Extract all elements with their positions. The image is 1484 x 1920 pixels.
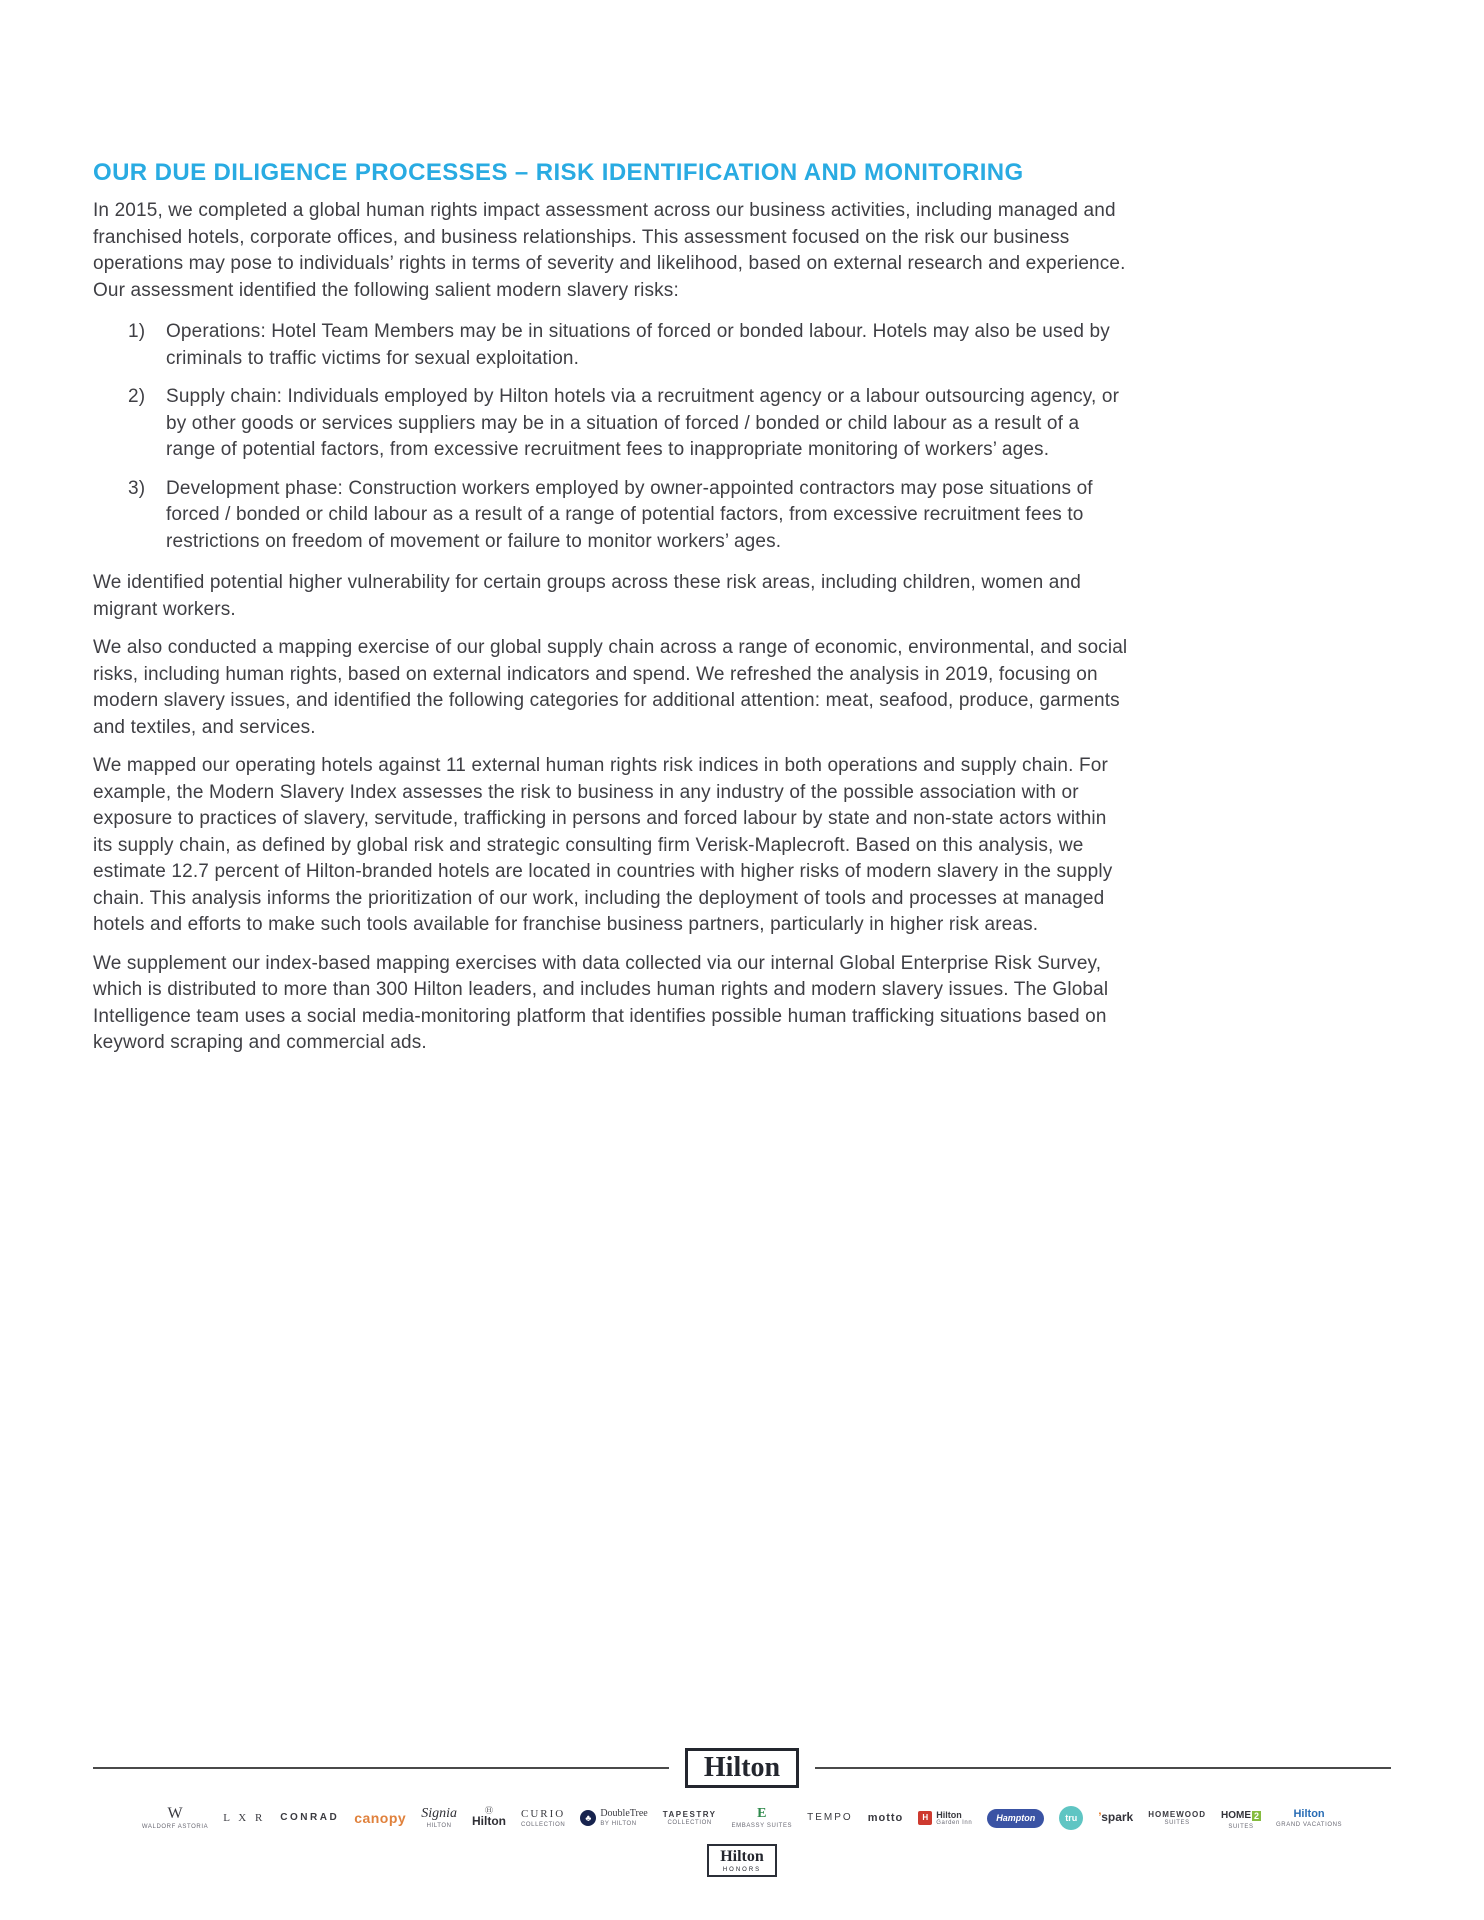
- tru-circle-icon: tru: [1059, 1806, 1083, 1830]
- curio-sub-wordmark: COLLECTION: [520, 1821, 566, 1828]
- hgv-sub-wordmark: GRAND VACATIONS: [1276, 1821, 1343, 1828]
- brand-logo-canopy: [354, 1810, 406, 1826]
- brand-logo-hilton-grand-vacations: [1276, 1808, 1342, 1829]
- hilton-crest-icon: Ⓗ: [484, 1806, 493, 1816]
- doubletree-tree-icon: ♣: [580, 1810, 596, 1826]
- list-marker: 2): [128, 386, 146, 407]
- footer: [93, 1748, 1391, 1877]
- brand-logo-waldorf-astoria: [142, 1805, 208, 1831]
- brand-logo-motto: [868, 1812, 904, 1825]
- risk-list-item-3: [93, 476, 1131, 556]
- brand-logo-doubletree: [580, 1808, 647, 1827]
- brand-logo-spark: [1098, 1811, 1133, 1825]
- tapestry-sub-wordmark: COLLECTION: [667, 1819, 712, 1826]
- canopy-wordmark: canopy: [354, 1810, 407, 1827]
- doubletree-wordmark: DoubleTree: [600, 1808, 648, 1820]
- list-item-text: Development phase: Construction workers employed by owner-appointed contractors may pose situations of forced / bonded or child labour as a result of a range of potential factors, from excessive recruitment fees to restrictions on freedom of movement or failure to monitor workers’ ages.: [166, 477, 1093, 552]
- lxr-wordmark: L X R: [223, 1811, 266, 1824]
- homewood-wordmark: HOMEWOOD: [1148, 1809, 1206, 1819]
- conrad-wordmark: CONRAD: [280, 1812, 340, 1824]
- brand-logo-hilton-hotels: [472, 1807, 506, 1829]
- hilton-garden-inn-icon: H: [918, 1811, 932, 1825]
- list-item-text: Supply chain: Individuals employed by Hilton hotels via a recruitment agency or a labour outsourcing agency, or by other goods or services suppliers may be in a situation of forced / bonded or child labour as a result of a range of potential factors, from excessive recruitment fees to inappropriate monitoring of workers’ ages.: [166, 386, 1120, 460]
- list-item-text: Operations: Hotel Team Members may be in situations of forced or bonded labour. Hotels may also be used by criminals to traffic victims for sexual exploitation.: [166, 321, 1110, 369]
- hilton-wordmark: Hilton: [471, 1814, 506, 1829]
- brand-logo-hilton-garden-inn: [918, 1810, 972, 1827]
- body-paragraph-2: We also conducted a mapping exercise of our global supply chain across a range of economic, environmental, and social risks, including human rights, based on external indicators and spend. We refreshed the analysis in 2019, focusing on modern slavery issues, and identified the following categories for additional attention: meat, seafood, produce, garments and textiles, and services.: [93, 637, 1128, 738]
- curio-wordmark: CURIO: [521, 1807, 566, 1820]
- brand-logo-conrad: [280, 1812, 339, 1824]
- hgi-sub-wordmark: Garden Inn: [936, 1819, 973, 1826]
- signia-wordmark: Signia: [421, 1806, 457, 1822]
- honors-wordmark: Hilton: [720, 1848, 764, 1866]
- embassy-e-icon: E: [757, 1806, 767, 1822]
- brand-logo-homewood-suites: [1148, 1810, 1206, 1827]
- doubletree-sub-wordmark: BY HILTON: [600, 1820, 637, 1827]
- risk-list-item-2: [93, 384, 1131, 464]
- hampton-wordmark: Hampton: [987, 1809, 1044, 1827]
- divider-line-left: [93, 1767, 669, 1769]
- hgi-wordmark: Hilton: [936, 1809, 962, 1820]
- spark-accent-icon: ’: [1098, 1810, 1102, 1825]
- body-paragraph-4: We supplement our index-based mapping exercises with data collected via our internal Global Enterprise Risk Survey, which is distributed to more than 300 Hilton leaders, and includes human rights and modern slavery issues. The Global Intelligence team uses a social media-monitoring platform that identifies possible human trafficking situations based on keyword scraping and commercial ads.: [93, 952, 1109, 1053]
- brand-logo-lxr: [223, 1812, 265, 1825]
- brand-logo-hampton: [987, 1808, 1044, 1827]
- body-paragraph-1: We identified potential higher vulnerability for certain groups across these risk areas, including children, women and migrant workers.: [93, 572, 1081, 620]
- brand-logo-strip: [93, 1805, 1391, 1831]
- brand-logo-embassy-suites: [732, 1806, 793, 1830]
- intro-paragraph: In 2015, we completed a global human rights impact assessment across our business activities, including managed and franchised hotels, corporate offices, and business relationships. This assessment focused on the risk our business operations may pose to individuals’ rights in terms of severity and likelihood, based on external research and experience. Our assessment identified the following salient modern slavery risks:: [93, 200, 1126, 301]
- tapestry-wordmark: TAPESTRY: [662, 1809, 717, 1819]
- embassy-wordmark: EMBASSY SUITES: [731, 1823, 793, 1830]
- motto-wordmark: motto: [867, 1811, 904, 1824]
- body-paragraph-3: We mapped our operating hotels against 11 external human rights risk indices in both operations and supply chain. For example, the Modern Slavery Index assesses the risk to business in any industry of the possible association with or exposure to practices of slavery, servitude, trafficking in persons and forced labour by state and non-state actors within its supply chain, as defined by global risk and strategic consulting firm Verisk-Maplecroft. Based on this analysis, we estimate 12.7 percent of Hilton-branded hotels are located in countries with higher risks of modern slavery in the supply chain. This analysis informs the prioritization of our work, including the deployment of tools and processes at managed hotels and efforts to make such tools available for franchise business partners, particularly in higher risk areas.: [93, 755, 1113, 935]
- brand-logo-home2-suites: [1221, 1805, 1261, 1831]
- homewood-sub-wordmark: SUITES: [1164, 1819, 1190, 1826]
- hgv-wordmark: Hilton: [1293, 1807, 1325, 1820]
- page-title: OUR DUE DILIGENCE PROCESSES – RISK IDENTIFICATION AND MONITORING: [93, 159, 1024, 186]
- brand-logo-signia: [421, 1806, 457, 1830]
- hilton-honors-logo: [707, 1844, 777, 1877]
- spark-wordmark: spark: [1101, 1810, 1134, 1825]
- waldorf-monogram: W: [167, 1805, 183, 1822]
- home2-sub-wordmark: SUITES: [1228, 1824, 1254, 1831]
- list-marker: 1): [128, 321, 146, 342]
- hilton-logo: Hilton: [685, 1748, 799, 1788]
- list-marker: 3): [128, 477, 146, 499]
- brand-logo-tempo: [807, 1812, 853, 1824]
- honors-logo-row: [93, 1844, 1391, 1877]
- brand-logo-tru: [1059, 1806, 1083, 1830]
- signia-sub-wordmark: HILTON: [426, 1823, 452, 1830]
- risk-list-item-1: [93, 319, 1131, 372]
- home2-green-2-icon: 2: [1254, 1810, 1260, 1821]
- tempo-wordmark: TEMPO: [807, 1812, 853, 1824]
- main-text-column: [93, 156, 1131, 1069]
- waldorf-wordmark: WALDORF ASTORIA: [141, 1824, 209, 1831]
- home2-wordmark: HOME: [1221, 1810, 1251, 1821]
- footer-logo-row: [93, 1748, 1391, 1788]
- brand-logo-tapestry-collection: [663, 1810, 717, 1827]
- risk-list: [93, 319, 1131, 555]
- brand-logo-curio-collection: [521, 1808, 565, 1829]
- divider-line-right: [815, 1767, 1391, 1769]
- honors-sub-wordmark: HONORS: [722, 1866, 762, 1873]
